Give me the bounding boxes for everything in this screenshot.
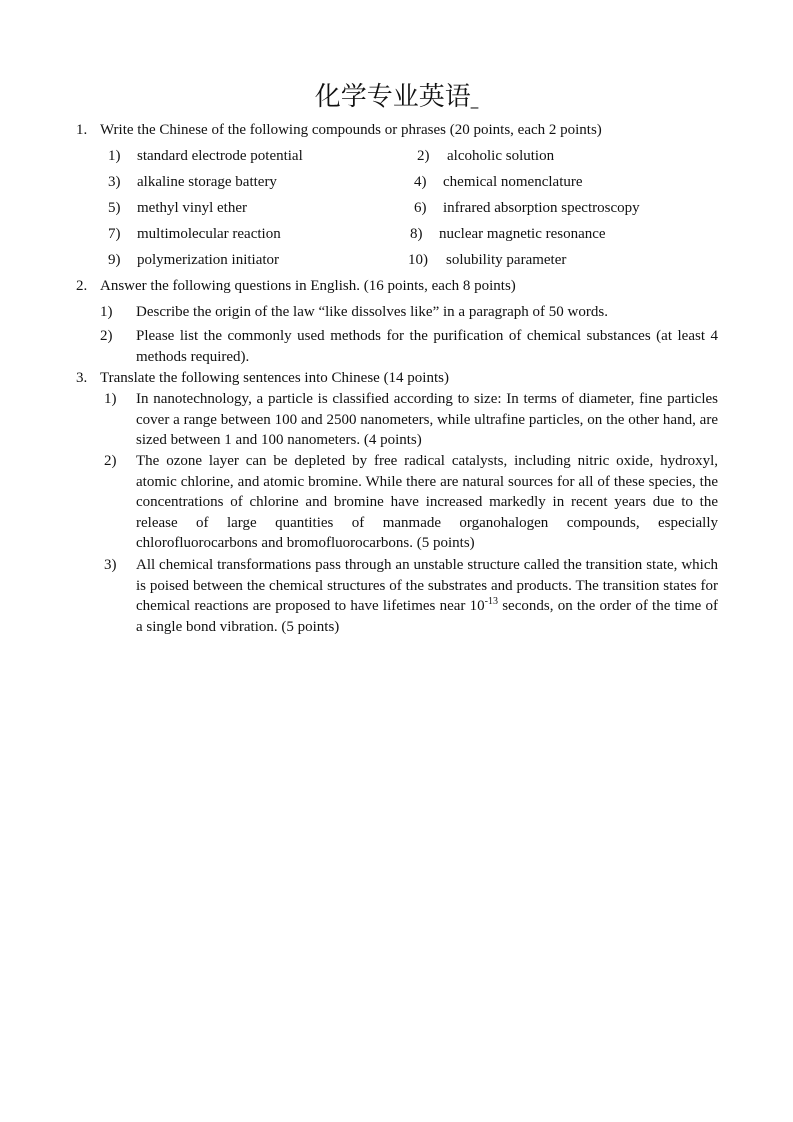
item-number: 7): [108, 226, 121, 242]
item-number: 2): [100, 328, 113, 344]
item-number: 2): [104, 453, 117, 469]
title-tail: _: [470, 91, 479, 109]
item-text: standard electrode potential: [137, 148, 303, 164]
item-number: 5): [108, 200, 121, 216]
item-number: 10): [408, 252, 428, 268]
item-text: Please list the commonly used methods for the purification of chemical substances (at least 4 methods required).: [136, 328, 718, 365]
item-number: 1): [104, 391, 117, 407]
section-number: 1.: [76, 122, 88, 138]
item-number: 1): [100, 304, 113, 320]
item-text: alkaline storage battery: [137, 174, 277, 190]
exponent: -13: [484, 596, 498, 608]
item-number: 3): [104, 557, 117, 573]
item-text: solubility parameter: [446, 252, 567, 268]
item-text-part: seconds, on the order of the time of a single bond vibration. (5 points): [136, 598, 718, 635]
item-number: 6): [414, 200, 427, 216]
item-text: polymerization initiator: [137, 252, 280, 268]
section-heading-text: Translate the following sentences into Chinese (14 points): [100, 370, 449, 386]
page-title: [0, 80, 793, 117]
section-number: 3.: [76, 370, 88, 386]
item-number: 3): [108, 174, 121, 190]
item-text: Describe the origin of the law “like dissolves like” in a paragraph of 50 words.: [136, 304, 608, 320]
item-number: 1): [108, 148, 121, 164]
item-text: infrared absorption spectroscopy: [443, 200, 640, 216]
item-number: 9): [108, 252, 121, 268]
item-text: chemical nomenclature: [443, 174, 583, 190]
item-number: 2): [417, 148, 430, 164]
item-number: 4): [414, 174, 427, 190]
item-text: methyl vinyl ether: [137, 200, 247, 216]
section-heading-text: Answer the following questions in English. (16 points, each 8 points): [100, 278, 516, 294]
item-text: [136, 555, 718, 637]
section-heading-text: Write the Chinese of the following compounds or phrases (20 points, each 2 points): [100, 122, 602, 138]
item-text: In nanotechnology, a particle is classified according to size: In terms of diameter, fine particles cover a range between 100 and 2500 nanometers, while ultrafine particles, on the other hand, are sized between 1 and 100 nanometers. (4 points): [136, 391, 718, 449]
item-text: multimolecular reaction: [137, 226, 281, 242]
section-number: 2.: [76, 278, 88, 294]
item-text: alcoholic solution: [447, 148, 555, 164]
item-text: nuclear magnetic resonance: [439, 226, 606, 242]
item-text: The ozone layer can be depleted by free radical catalysts, including nitric oxide, hydroxyl, atomic chlorine, and atomic bromine. While there are natural sources for all of these species, the concentrations of chlorine and bromine have increased markedly in recent years due to the release of large quantities of manmade organohalogen compounds, especially chlorofluorocarbons and bromofluorocarbons. (5 points): [136, 453, 718, 552]
item-number: 8): [410, 226, 423, 242]
item-text-part: All chemical transformations pass through an unstable structure called the transition state, which is poised between the chemical structures of the substrates and products. The transition states for chemical reactions are proposed to have lifetimes near 10: [136, 557, 718, 615]
title-text: 化学专业英语: [314, 82, 471, 112]
